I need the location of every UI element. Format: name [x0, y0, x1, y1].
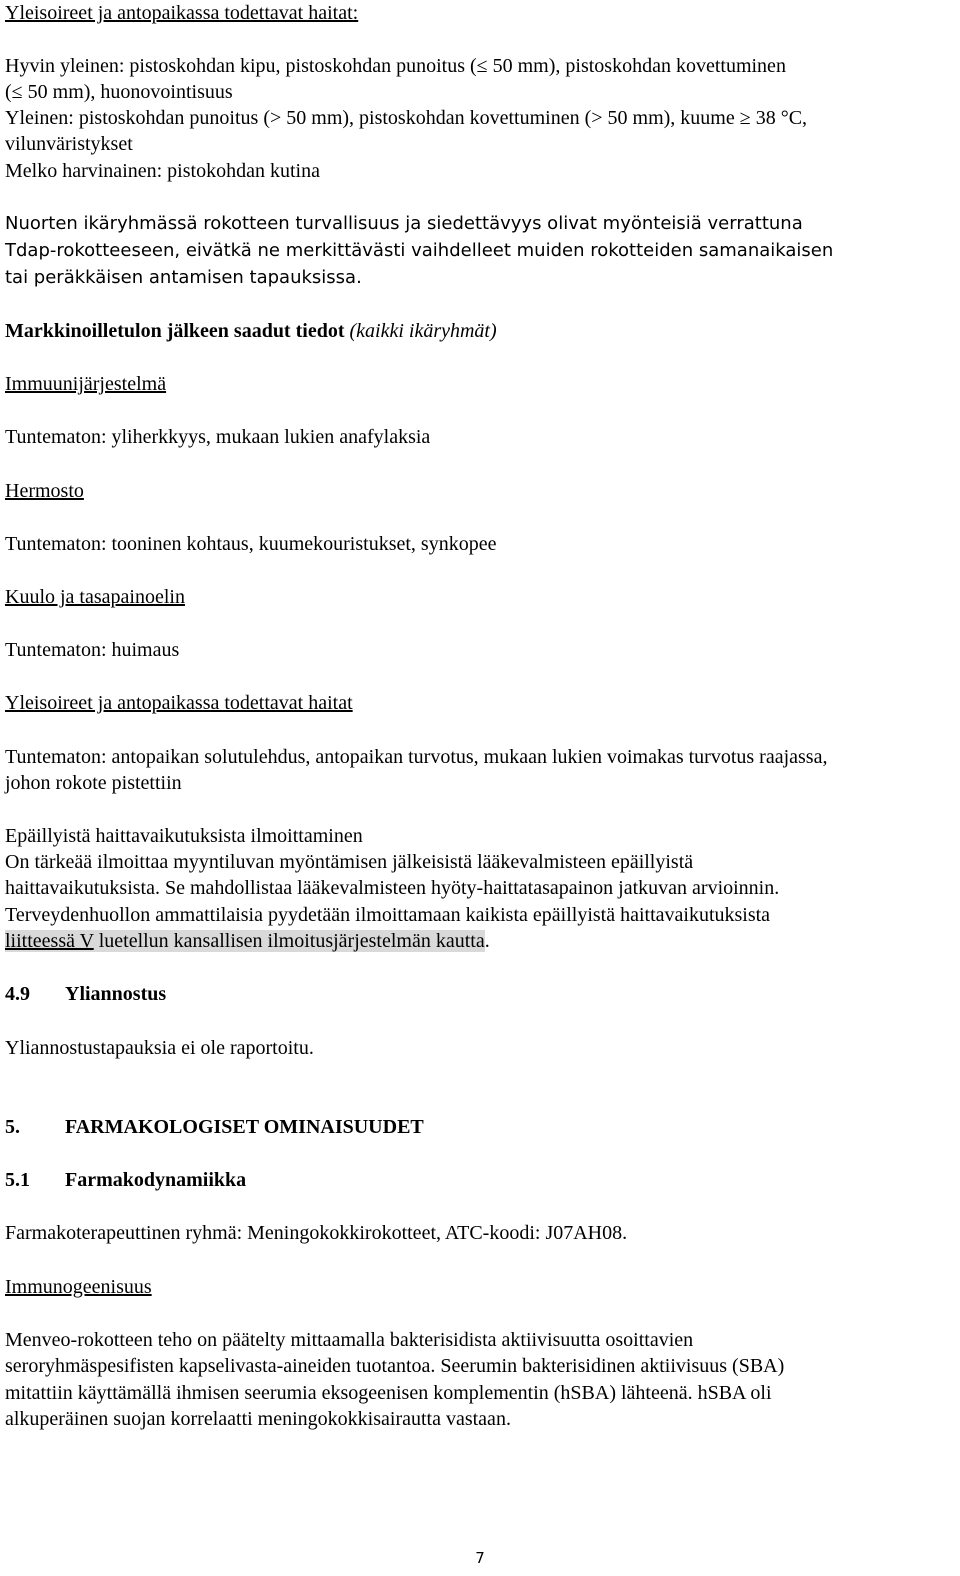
immunogenicity-line1: Menveo-rokotteen teho on päätelty mittaamalla bakterisidista aktiivisuutta osoittavien	[5, 1329, 694, 1351]
immunogenicity-heading: Immunogeenisuus	[5, 1276, 152, 1298]
ear-text: Tuntematon: huimaus	[5, 639, 180, 661]
section-5-1-title: Farmakodynamiikka	[65, 1169, 247, 1191]
section-5-1-heading	[5, 1167, 246, 1193]
reporting-line4-rest: luetellun kansallisen ilmoitusjärjestelmän kautta	[93, 930, 485, 952]
section-4-9-title: Yliannostus	[65, 983, 167, 1005]
ear-heading: Kuulo ja tasapainoelin	[5, 586, 185, 608]
section-heading-general-symptoms: Yleisoireet ja antopaikassa todettavat haitat:	[5, 2, 359, 24]
very-common-line: Hyvin yleinen: pistoskohdan kipu, pistoskohdan punoitus (≤ 50 mm), pistoskohdan kovettuminen	[5, 55, 786, 77]
general-disorders-text: Tuntematon: antopaikan solutulehdus, antopaikan turvotus, mukaan lukien voimakas turvotus raajassa,	[5, 746, 828, 768]
uncommon-line: Melko harvinainen: pistokohdan kutina	[5, 160, 320, 182]
common-line: Yleinen: pistoskohdan punoitus (> 50 mm), pistoskohdan kovettuminen (> 50 mm), kuume ≥ 38 °C,	[5, 107, 808, 129]
reporting-line1: On tärkeää ilmoittaa myyntiluvan myöntämisen jälkeisistä lääkevalmisteen epäillyistä	[5, 851, 694, 873]
section-4-9-heading	[5, 981, 166, 1007]
section-5-1-number: 5.1	[5, 1169, 30, 1191]
very-common-line-cont: (≤ 50 mm), huonovointisuus	[5, 81, 233, 103]
section-5-title: FARMAKOLOGISET OMINAISUUDET	[65, 1116, 424, 1138]
youth-paragraph-line3: tai peräkkäisen antamisen tapauksissa.	[5, 267, 362, 288]
atc-line: Farmakoterapeuttinen ryhmä: Meningokokkirokotteet, ATC-koodi: J07AH08.	[5, 1222, 628, 1244]
section-4-9-number: 4.9	[5, 983, 30, 1005]
general-disorders-text-cont: johon rokote pistettiin	[5, 772, 182, 794]
reporting-highlight	[5, 930, 485, 952]
general-disorders-heading: Yleisoireet ja antopaikassa todettavat haitat	[5, 692, 353, 714]
immune-system-heading: Immuunijärjestelmä	[5, 373, 167, 395]
youth-paragraph-line2: Tdap-rokotteeseen, eivätkä ne merkittävästi vaihdelleet muiden rokotteiden samanaikaisen	[5, 240, 834, 261]
reporting-line3: Terveydenhuollon ammattilaisia pyydetään ilmoittamaan kaikista epäillyistä haittavaikutuksista	[5, 904, 771, 926]
post-marketing-title: Markkinoilletulon jälkeen saadut tiedot	[5, 320, 345, 342]
youth-paragraph-line1: Nuorten ikäryhmässä rokotteen turvallisuus ja siedettävyys olivat myönteisiä verrattuna	[5, 213, 803, 234]
section-5-number: 5.	[5, 1116, 20, 1138]
nervous-system-heading: Hermosto	[5, 480, 84, 502]
common-line-cont: vilunväristykset	[5, 133, 133, 155]
overdose-text: Yliannostustapauksia ei ole raportoitu.	[5, 1037, 314, 1059]
page-number: 7	[475, 1549, 485, 1567]
reporting-period: .	[484, 930, 490, 952]
immune-system-text: Tuntematon: yliherkkyys, mukaan lukien anafylaksia	[5, 426, 431, 448]
post-marketing-subtitle: (kaikki ikäryhmät)	[349, 320, 497, 342]
reporting-heading: Epäillyistä haittavaikutuksista ilmoittaminen	[5, 825, 363, 847]
reporting-line2: haittavaikutuksista. Se mahdollistaa lääkevalmisteen hyöty-haittatasapainon jatkuvan arvioinnin.	[5, 877, 780, 899]
section-5-heading	[5, 1114, 424, 1140]
immunogenicity-line3: mitattiin käyttämällä ihmisen seerumia eksogeenisen komplementin (hSBA) lähteenä. hSBA oli	[5, 1382, 772, 1404]
post-marketing-heading	[5, 318, 497, 344]
immunogenicity-line2: seroryhmäspesifisten kapselivasta-aineiden tuotantoa. Seerumin bakterisidinen aktiivisuus (SBA)	[5, 1355, 785, 1377]
reporting-line4	[5, 928, 490, 954]
appendix-v-link[interactable]: liitteessä V	[5, 930, 94, 952]
nervous-system-text: Tuntematon: tooninen kohtaus, kuumekouristukset, synkopee	[5, 533, 497, 555]
immunogenicity-line4: alkuperäinen suojan korrelaatti meningokokkisairautta vastaan.	[5, 1408, 511, 1430]
